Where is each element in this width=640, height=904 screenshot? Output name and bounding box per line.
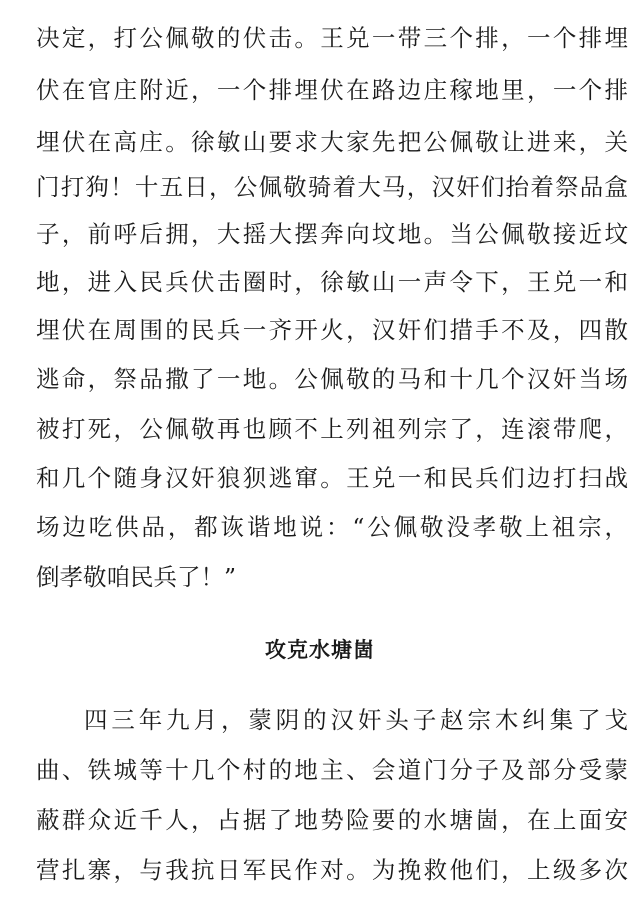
text-line: 和几个随身汉奸狼狈逃窜。王兑一和民兵们边打扫战	[36, 464, 628, 492]
text-line: 被打死，公佩敬再也顾不上列祖列宗了，连滚带爬，	[36, 415, 628, 443]
text-line: 蔽群众近千人，占据了地势险要的水塘崮，在上面安	[36, 806, 628, 834]
text-line: 埋伏在周围的民兵一齐开火，汉奸们措手不及，四散	[36, 316, 628, 344]
text-line: 子，前呼后拥，大摇大摆奔向坟地。当公佩敬接近坟	[36, 220, 628, 248]
text-line: 场边吃供品，都诙谐地说：“公佩敬没孝敬上祖宗，	[36, 513, 628, 541]
text-line: 逃命，祭品撒了一地。公佩敬的马和十几个汉奸当场	[36, 365, 628, 393]
section-heading: 攻克水塘崮	[265, 638, 375, 662]
text-line: 倒孝敬咱民兵了！”	[36, 563, 237, 591]
text-line: 门打狗！十五日，公佩敬骑着大马，汉奸们抬着祭品盒	[36, 173, 628, 201]
text-line: 曲、铁城等十几个村的地主、会道门分子及部分受蒙	[36, 756, 628, 784]
text-line: 伏在官庄附近，一个排埋伏在路边庄稼地里，一个排	[36, 76, 628, 104]
text-line: 营扎寨，与我抗日军民作对。为挽救他们，上级多次	[36, 856, 628, 884]
text-line: 地，进入民兵伏击圈时，徐敏山一声令下，王兑一和	[36, 268, 628, 296]
text-line: 埋伏在高庄。徐敏山要求大家先把公佩敬让进来，关	[36, 128, 628, 156]
text-line: 决定，打公佩敬的伏击。王兑一带三个排，一个排埋	[36, 24, 628, 52]
text-line: 四三年九月，蒙阴的汉奸头子赵宗木纠集了戈	[84, 706, 628, 734]
